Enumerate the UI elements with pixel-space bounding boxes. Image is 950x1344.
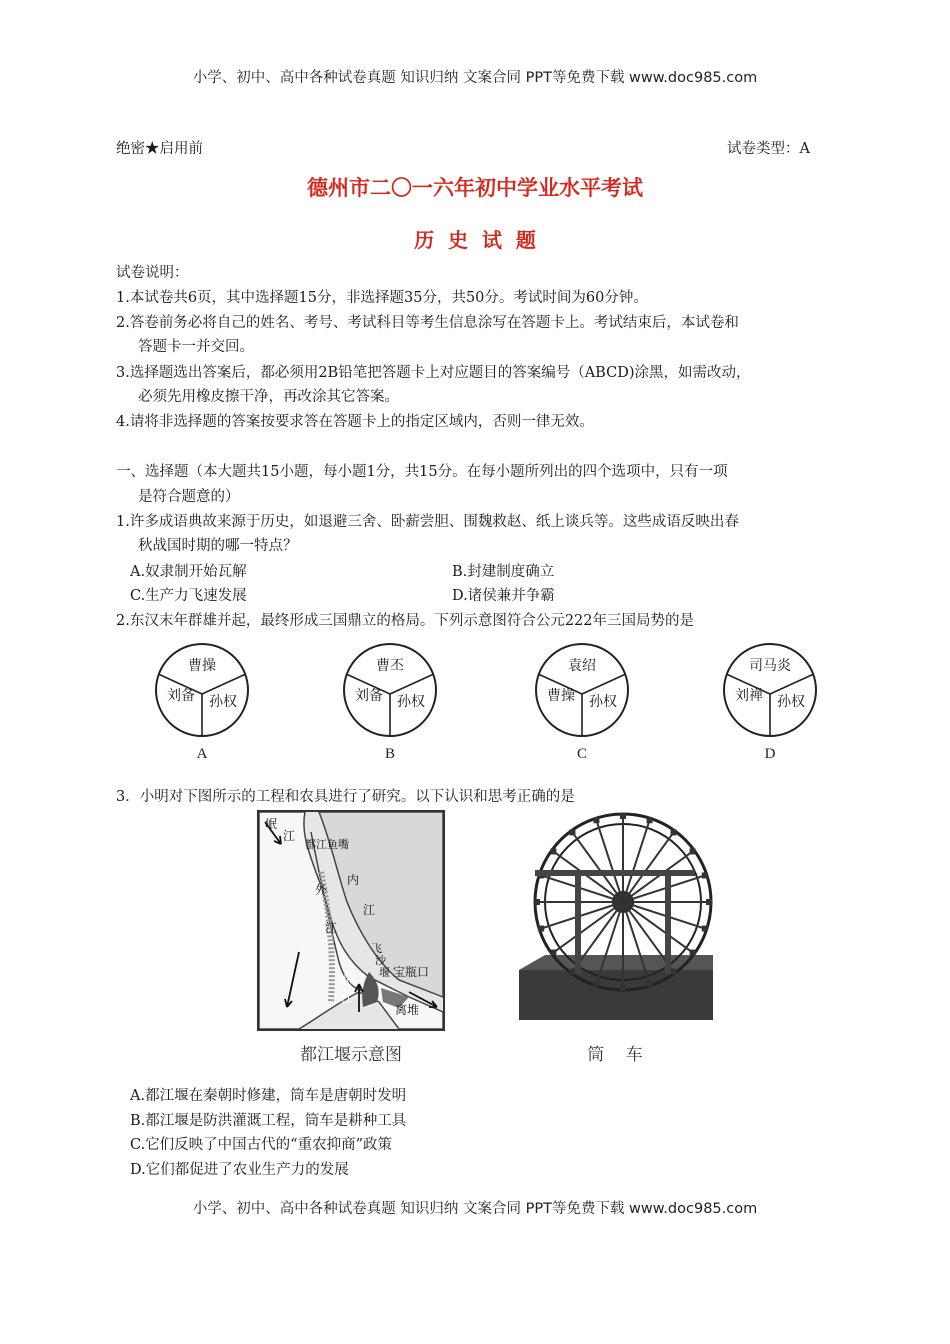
map-label: 宝瓶口	[393, 965, 430, 979]
diagram-c	[536, 644, 628, 762]
wheel-bucket	[550, 950, 556, 956]
question-1-stem-cont: 秋战国时期的哪一特点？	[138, 538, 298, 554]
instruction-item: 1.本试卷共6页，其中选择题15分，非选择题35分，共50分。考试时间为60分钟。	[116, 290, 648, 306]
map-label: 江	[363, 903, 376, 917]
wheel-bucket	[569, 829, 575, 835]
instruction-item: 答题卡一并交回。	[138, 339, 254, 355]
wheel-bucket	[690, 950, 696, 956]
wheel-caption: 筒 车	[587, 1045, 643, 1065]
wheel-bucket	[702, 872, 708, 878]
diagram-label-left: 刘备	[355, 688, 383, 704]
diagram-label-left: 刘禅	[735, 688, 763, 704]
diagram-letter: A	[196, 746, 208, 762]
water-wheel-image	[515, 810, 715, 1025]
wheel-bucket	[671, 829, 677, 835]
q3-option-b: B.都江堰是防洪灌溉工程，筒车是耕种工具	[130, 1113, 407, 1129]
wheel-bucket	[538, 926, 544, 932]
diagram-letter: C	[576, 746, 588, 762]
map-label: 江	[341, 991, 354, 1005]
wheel-bucket	[671, 969, 677, 975]
q3-option-a: A.都江堰在秦朝时修建，筒车是唐朝时发明	[130, 1088, 407, 1104]
instruction-item: 2.答卷前务必将自己的姓名、考号、考试科目等考生信息涂写在答题卡上。考试结束后，本试卷和	[116, 315, 739, 331]
water-wheel-drawing	[515, 810, 715, 1025]
question-1-stem: 1.许多成语典故来源于历史，如退避三舍、卧薪尝胆、围魏救赵、纸上谈兵等。这些成语反映出春	[116, 514, 739, 530]
wheel-bucket	[690, 848, 696, 854]
question-2-stem: 2.东汉末年群雄并起，最终形成三国鼎立的格局。下列示意图符合公元222年三国局势的是	[116, 613, 695, 629]
map-label: 沙	[375, 954, 386, 967]
diagram-label-top: 曹操	[188, 658, 216, 674]
instruction-item: 3.选择题选出答案后，都必须用2B铅笔把答题卡上对应题目的答案编号（ABCD)涂黑，如需改动，	[116, 365, 751, 381]
diagram-label-top: 袁绍	[568, 658, 596, 674]
diagram-label-left: 曹操	[547, 688, 575, 704]
wheel-bucket	[620, 813, 626, 819]
diagram-letter: B	[384, 746, 396, 762]
diagram-b	[344, 644, 436, 762]
q1-option-d: D.诸侯兼并争霸	[452, 588, 555, 604]
wheel-bucket	[702, 926, 708, 932]
diagram-a	[156, 644, 248, 762]
map-label: 江	[325, 921, 338, 935]
map-label: 外	[315, 883, 328, 897]
wheel-bucket	[593, 817, 599, 823]
diagram-label-right: 孙权	[589, 694, 617, 710]
wheel-bucket	[647, 981, 653, 987]
diagram-label-right: 孙权	[397, 694, 425, 710]
confidential-mark: 绝密★启用前	[116, 141, 203, 157]
wheel-bucket	[620, 985, 626, 991]
map-label: 江	[283, 829, 296, 843]
section-heading-cont: 是符合题意的）	[138, 489, 240, 505]
bottom-banner: 小学、初中、高中各种试卷真题 知识归纳 文案合同 PPT等免费下载 www.doc985.com	[192, 1201, 758, 1217]
exam-subtitle: 历 史 试 题	[414, 228, 536, 252]
map-label: 内	[347, 873, 360, 887]
wheel-bucket	[593, 981, 599, 987]
question-3-stem: 3．小明对下图所示的工程和农具进行了研究。以下认识和思考正确的是	[116, 789, 575, 805]
q3-option-d: D.它们都促进了农业生产力的发展	[130, 1162, 349, 1178]
q3-option-c: C.它们反映了中国古代的“重农抑商”政策	[130, 1137, 393, 1153]
q1-option-a: A.奴隶制开始瓦解	[130, 564, 247, 580]
section-heading: 一、选择题（本大题共15小题，每小题1分，共15分。在每小题所列出的四个选项中，只有一项	[116, 464, 728, 480]
map-label: 都江鱼嘴	[305, 838, 349, 851]
diagram-label-top: 司马炎	[749, 658, 791, 674]
map-label: 岷	[265, 817, 278, 831]
dujiangyan-map-drawing	[259, 812, 443, 1029]
instruction-item: 必须先用橡皮擦干净，再改涂其它答案。	[138, 389, 399, 405]
diagram-d	[724, 644, 816, 762]
q1-option-c: C.生产力飞速发展	[130, 588, 247, 604]
diagram-label-right: 孙权	[209, 694, 237, 710]
map-label: 离堆	[395, 1003, 420, 1017]
instructions-heading: 试卷说明：	[116, 265, 189, 281]
instruction-item: 4.请将非选择题的答案按要求答在答题卡上的指定区域内，否则一律无效。	[116, 414, 594, 430]
wheel-bucket	[706, 899, 712, 905]
q1-option-b: B.封建制度确立	[452, 564, 555, 580]
wheel-bucket	[550, 848, 556, 854]
map-label: 飞	[371, 942, 382, 955]
diagram-label-right: 孙权	[777, 694, 805, 710]
exam-title: 德州市二〇一六年初中学业水平考试	[307, 175, 643, 200]
paper-type: 试卷类型：A	[727, 141, 810, 157]
diagram-label-top: 曹丕	[376, 658, 404, 674]
top-banner: 小学、初中、高中各种试卷真题 知识归纳 文案合同 PPT等免费下载 www.doc985.com	[192, 70, 758, 86]
wheel-bucket	[534, 899, 540, 905]
wheel-bucket	[569, 969, 575, 975]
map-label: 堰	[379, 966, 390, 979]
three-kingdoms-diagrams	[130, 636, 830, 762]
map-caption: 都江堰示意图	[300, 1045, 402, 1065]
diagram-letter: D	[764, 746, 776, 762]
diagram-label-left: 刘备	[167, 688, 195, 704]
map-label: 岷	[339, 973, 352, 987]
wheel-bucket	[647, 817, 653, 823]
dujiangyan-map	[257, 810, 445, 1031]
